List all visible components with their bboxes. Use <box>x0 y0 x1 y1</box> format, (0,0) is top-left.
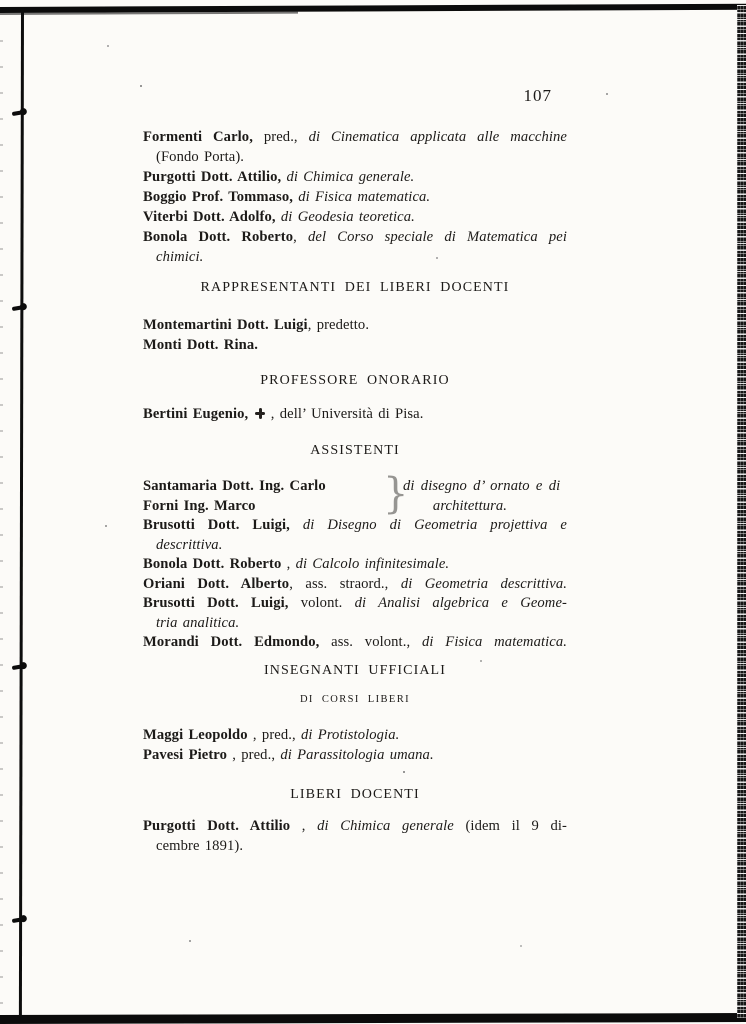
text-segment: , <box>281 556 296 572</box>
text-segment <box>248 406 253 422</box>
knight-cross-icon <box>255 408 265 419</box>
professors-list <box>143 127 567 267</box>
text-segment: chimici. <box>156 249 204 265</box>
onorario-list <box>143 404 567 424</box>
text-segment: di Chimica generale <box>317 817 466 834</box>
text-line <box>143 227 567 247</box>
text-segment: Bertini Eugenio, <box>143 406 249 422</box>
text-segment: Pavesi Pietro <box>143 746 227 763</box>
scan-border-bottom <box>0 1013 746 1024</box>
text-segment: , ass. straord., <box>289 575 401 592</box>
scan-noise-left-edge <box>0 40 3 1004</box>
text-line: architettura. <box>432 498 508 514</box>
text-segment: Boggio Prof. Tommaso, <box>143 189 293 205</box>
text-line <box>143 247 567 267</box>
text-segment: di Analisi algebrica e Geome- <box>354 595 567 611</box>
text-line <box>143 594 567 614</box>
text-segment: , predetto. <box>307 317 370 333</box>
pair-subject <box>399 476 567 516</box>
text-line <box>143 147 567 167</box>
text-segment: Maggi Leopoldo <box>143 726 248 743</box>
text-segment: Monti Dott. Rina. <box>143 337 258 353</box>
text-line <box>143 836 567 856</box>
text-line: Santamaria Dott. Ing. Carlo <box>143 478 326 494</box>
text-segment: Brusotti Dott. Luigi, <box>143 595 289 611</box>
text-segment: Morandi Dott. Edmondo, <box>143 634 320 650</box>
text-line <box>143 536 567 556</box>
text-line <box>143 745 567 765</box>
text-segment: , dell’ Università di Pisa. <box>265 406 424 422</box>
heading-liberi-docenti: LIBERI DOCENTI <box>290 786 420 802</box>
text-segment: (idem il 9 di- <box>465 817 567 834</box>
text-segment: (Fondo Porta). <box>156 149 245 165</box>
text-line: Forni Ing. Marco <box>143 498 256 514</box>
text-segment: di Geodesia teoretica. <box>275 209 415 225</box>
text-segment: descrittiva. <box>156 536 223 553</box>
text-line: di disegno d’ ornato e di <box>403 478 561 494</box>
text-segment: di Fisica matematica. <box>421 634 567 650</box>
text-line <box>143 127 567 147</box>
heading-rappresentanti: RAPPRESENTANTI DEI LIBERI DOCENTI <box>200 280 510 295</box>
pair-names <box>143 476 383 516</box>
text-line <box>143 167 567 187</box>
text-segment: Oriani Dott. Alberto <box>143 575 290 592</box>
text-segment: Brusotti Dott. Luigi, <box>143 517 290 533</box>
text-segment: Bonola Dott. Roberto <box>143 556 282 572</box>
binding-tick <box>12 664 25 670</box>
text-line <box>143 614 567 634</box>
text-segment: cembre 1891). <box>156 837 244 854</box>
text-line <box>143 315 567 335</box>
text-segment: di Calcolo infinitesimale. <box>295 556 450 572</box>
text-segment: tria analitica. <box>156 614 240 631</box>
text-segment: di Parassitologia umana. <box>280 746 434 763</box>
brace-glyph: } <box>383 469 409 519</box>
liberi-docenti-list <box>143 816 567 856</box>
text-line <box>143 516 567 536</box>
text-segment: Montemartini Dott. Luigi <box>143 317 308 333</box>
text-segment: , pred., <box>227 746 281 763</box>
text-segment: pred., <box>252 129 309 145</box>
text-line <box>143 207 567 227</box>
text-segment: Bonola Dott. Roberto <box>143 229 294 245</box>
scan-speck <box>140 85 142 87</box>
text-segment: di Fisica matematica. <box>292 189 431 205</box>
text-segment: di Chimica generale. <box>281 169 415 185</box>
scan-border-top <box>0 4 746 13</box>
text-line <box>143 335 567 355</box>
text-line <box>143 404 567 424</box>
text-segment: , <box>290 817 318 834</box>
text-segment: di Cinematica applicata alle macchine <box>308 129 567 145</box>
text-segment: del Corso speciale di Matematica pei <box>308 229 568 245</box>
corsi-liberi-list <box>143 725 567 765</box>
page-number: 107 <box>523 86 552 105</box>
text-segment: volont. <box>288 595 355 611</box>
heading-professore-onorario: PROFESSORE ONORARIO <box>260 373 450 388</box>
text-segment: Formenti Carlo, <box>143 129 253 145</box>
text-segment: ass. volont., <box>319 634 422 650</box>
scan-binding-line <box>19 9 24 1016</box>
text-line <box>143 725 567 745</box>
text-segment: di Geometria descrittiva. <box>400 575 567 592</box>
text-line <box>143 555 567 575</box>
text-segment: di Protistologia. <box>301 726 400 743</box>
body-text-column <box>143 127 567 856</box>
text-line <box>143 187 567 207</box>
text-segment: Viterbi Dott. Adolfo, <box>143 209 276 225</box>
heading-insegnanti-ufficiali: INSEGNANTI UFFICIALI <box>264 662 446 678</box>
assistenti-pair-entry <box>143 469 567 519</box>
text-segment: Purgotti Dott. Attilio, <box>143 169 282 185</box>
heading-assistenti: ASSISTENTI <box>310 443 400 458</box>
text-line <box>143 575 567 595</box>
text-segment: , <box>293 229 309 245</box>
text-line <box>143 633 567 653</box>
text-segment: , pred., <box>247 726 301 743</box>
scan-noise-right-edge <box>737 5 746 1018</box>
binding-tick <box>12 305 25 311</box>
text-segment: Purgotti Dott. Attilio <box>143 817 291 834</box>
rappresentanti-list <box>143 315 567 355</box>
binding-tick <box>12 110 25 116</box>
text-line <box>143 816 567 836</box>
assistenti-list <box>143 516 567 653</box>
subheading-di-corsi-liberi: DI CORSI LIBERI <box>299 693 411 705</box>
text-segment: di Disegno di Geometria projettiva e <box>289 517 567 533</box>
